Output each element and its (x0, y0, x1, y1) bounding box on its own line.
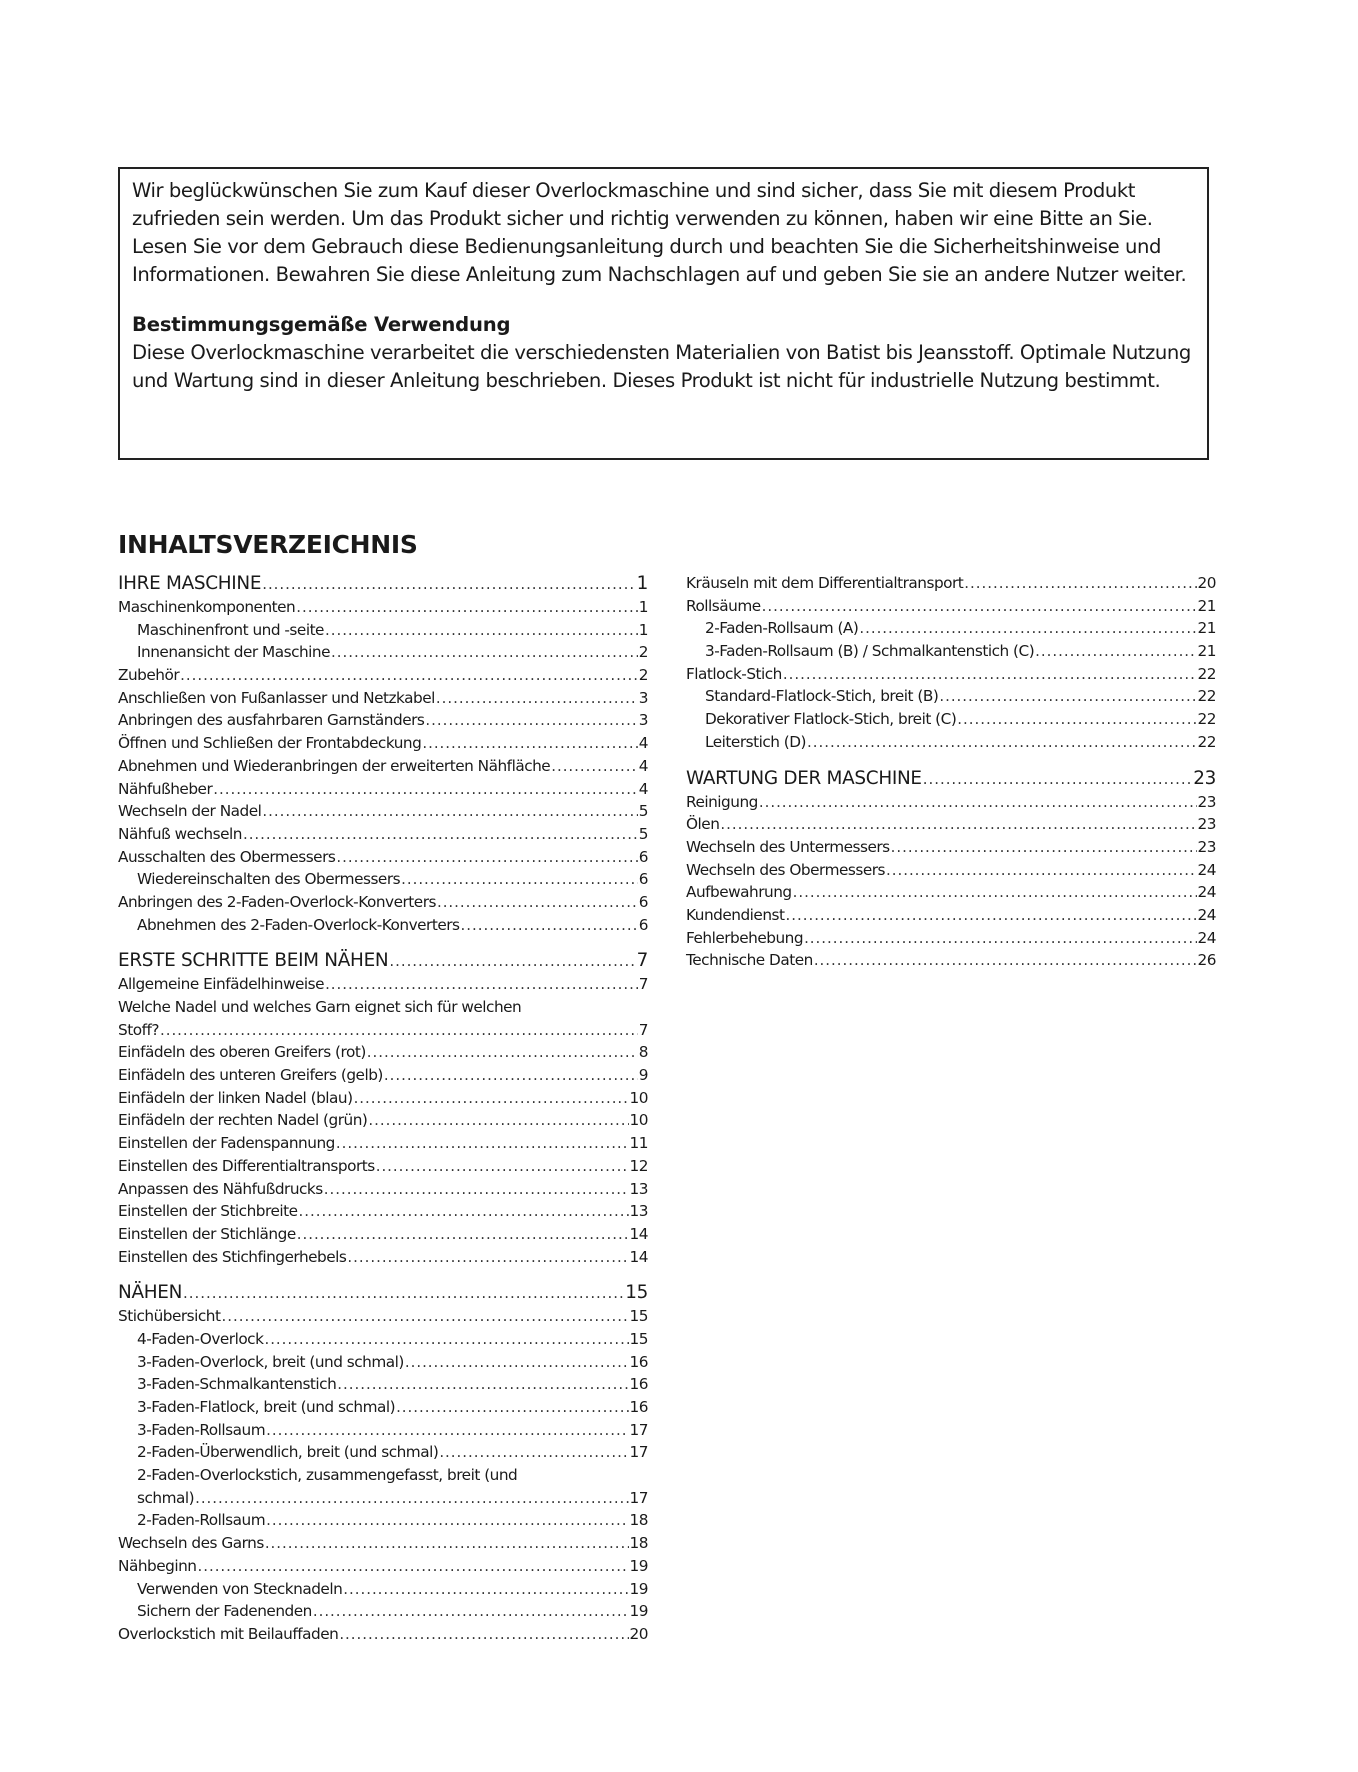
toc-entry[interactable] (118, 1200, 648, 1223)
toc-entry-label: Standard-Flatlock-Stich, breit (B) (705, 687, 939, 706)
toc-entry-label: Aufbewahrung (686, 883, 792, 902)
toc-entry[interactable] (686, 708, 1216, 731)
toc-entry-page: 1 (638, 620, 648, 639)
toc-entry[interactable] (118, 1223, 648, 1246)
dot-leader (436, 687, 638, 710)
toc-entry[interactable] (118, 1132, 648, 1155)
dot-leader (425, 709, 637, 732)
toc-entry-label: 3-Faden-Overlock, breit (und schmal) (137, 1352, 404, 1371)
toc-entry[interactable] (686, 791, 1216, 814)
toc-entry[interactable] (118, 1064, 648, 1087)
toc-entry-label: Öffnen und Schließen der Frontabdeckung (118, 734, 422, 753)
dot-leader (422, 732, 637, 755)
toc-entry-label: 3-Faden-Schmalkantenstich (137, 1375, 337, 1394)
toc-entry-label: 3-Faden-Rollsaum (137, 1420, 266, 1439)
toc-title: INHALTSVERZEICHNIS (118, 530, 418, 559)
dot-leader (461, 914, 638, 937)
toc-entry-page: 20 (629, 1624, 648, 1643)
toc-entry-label: Anbringen des 2-Faden-Overlock-Konverters (118, 892, 436, 911)
toc-entry-label: Abnehmen und Wiederanbringen der erweiterten Nähfläche (118, 756, 551, 775)
dot-leader (331, 641, 638, 664)
intended-use-text: Diese Overlockmaschine verarbeitet die verschiedensten Materialien von Batist bis Jeansstoff. Optimale Nutzung und Wartung sind in dieser Anleitung beschrieben. Dieses Produkt ist nicht für industrielle Nutzung bestimmt. (132, 341, 1191, 392)
toc-entry-label: Ölen (686, 815, 720, 834)
dot-leader (783, 663, 1197, 686)
dot-leader (804, 927, 1196, 950)
toc-entry-page: 20 (1197, 574, 1216, 592)
toc-entry[interactable] (118, 823, 648, 846)
dot-leader (354, 1087, 629, 1110)
toc-entry-label: Nähfuß wechseln (118, 824, 242, 843)
dot-leader (296, 596, 638, 619)
toc-entry[interactable] (118, 1441, 648, 1464)
toc-entry-page: 15 (625, 1282, 648, 1304)
dot-leader (262, 800, 637, 823)
toc-entry[interactable] (118, 914, 648, 937)
dot-leader (759, 791, 1197, 814)
toc-entry-page: 10 (629, 1088, 648, 1107)
toc-entry-label: 2-Faden-Overlockstich, zusammengefasst, breit (und (137, 1466, 518, 1485)
toc-entry-label: Flatlock-Stich (686, 664, 782, 683)
toc-entry-continuation[interactable] (118, 1487, 648, 1510)
toc-entry-label: Maschinenkomponenten (118, 598, 296, 616)
dot-leader (720, 813, 1196, 836)
toc-entry-label: Reinigung (686, 792, 758, 811)
toc-entry-page: 22 (1197, 732, 1216, 751)
toc-entry-label: Abnehmen des 2-Faden-Overlock-Konverters (137, 915, 460, 934)
toc-entry[interactable] (118, 1555, 648, 1578)
dot-leader (324, 1178, 629, 1201)
dot-leader (886, 859, 1197, 882)
dot-leader (336, 1132, 629, 1155)
dot-leader (265, 1532, 629, 1555)
toc-entry-page: 19 (629, 1579, 648, 1598)
toc-entry[interactable] (118, 891, 648, 914)
toc-entry-page: 3 (638, 688, 648, 707)
dot-leader (325, 619, 638, 642)
toc-entry-label: Verwenden von Stecknadeln (137, 1579, 343, 1598)
dot-leader (222, 1305, 629, 1328)
toc-entry-page: 24 (1197, 905, 1216, 924)
toc-entry[interactable] (686, 836, 1216, 859)
toc-entry-label: Stoff? (118, 1020, 159, 1039)
toc-entry-page: 5 (638, 802, 648, 821)
toc-entry-label: Einfädeln der linken Nadel (blau) (118, 1088, 353, 1107)
toc-entry-label: Allgemeine Einfädelhinweise (118, 975, 325, 994)
dot-leader (325, 973, 638, 996)
dot-leader (814, 949, 1197, 972)
toc-entry-page: 16 (629, 1352, 648, 1371)
toc-entry[interactable] (118, 1600, 648, 1623)
dot-leader (266, 1509, 628, 1532)
dot-leader (793, 881, 1197, 904)
toc-entry-page: 13 (629, 1202, 648, 1221)
toc-entry[interactable] (118, 1464, 648, 1487)
toc-entry[interactable] (118, 1109, 648, 1132)
dot-leader (786, 904, 1197, 927)
toc-entry[interactable] (686, 731, 1216, 754)
toc-entry-page: 7 (638, 1020, 648, 1039)
toc-entry-label: Nähbeginn (118, 1556, 197, 1575)
toc-entry-label: 4-Faden-Overlock (137, 1329, 264, 1348)
toc-entry-page: 2 (638, 666, 648, 685)
toc-entry-page: 5 (638, 824, 648, 843)
toc-entry-label: Wechseln des Obermessers (686, 860, 885, 879)
toc-entry[interactable] (118, 1305, 648, 1328)
toc-entry-label: Einstellen des Stichfingerhebels (118, 1247, 347, 1266)
toc-entry-page: 14 (629, 1247, 648, 1266)
toc-entry-label: IHRE MASCHINE (118, 573, 262, 594)
toc-entry-continuation[interactable] (118, 1019, 648, 1042)
dot-leader (439, 1441, 628, 1464)
toc-section-heading[interactable] (118, 1281, 648, 1305)
dot-leader (183, 1281, 624, 1305)
toc-entry[interactable] (118, 1041, 648, 1064)
dot-leader (243, 823, 638, 846)
dot-leader (262, 572, 635, 596)
toc-entry-page: 7 (638, 975, 648, 994)
toc-entry[interactable] (686, 640, 1216, 663)
toc-entry[interactable] (686, 949, 1216, 972)
toc-entry-label: Ausschalten des Obermessers (118, 847, 336, 866)
toc-entry-page: 4 (638, 756, 648, 775)
toc-entry-label: Anpassen des Nähfußdrucks (118, 1179, 323, 1198)
toc-entry-page: 6 (638, 870, 648, 889)
toc-entry-label: Wechseln des Untermessers (686, 837, 890, 856)
toc-entry-label: Einfädeln der rechten Nadel (grün) (118, 1111, 368, 1130)
dot-leader (551, 755, 638, 778)
toc-entry-page: 6 (638, 915, 648, 934)
dot-leader (376, 1155, 629, 1178)
toc-entry-label: Rollsäume (686, 596, 761, 615)
toc-entry-label: Wiedereinschalten des Obermessers (137, 870, 401, 889)
toc-entry[interactable] (686, 685, 1216, 708)
dot-leader (299, 1200, 629, 1223)
dot-leader (923, 767, 1192, 791)
dot-leader (160, 1019, 638, 1042)
toc-entry[interactable] (118, 709, 648, 732)
toc-entry-label: 3-Faden-Flatlock, breit (und schmal) (137, 1398, 396, 1416)
toc-entry-label: Kräuseln mit dem Differentialtransport (686, 574, 964, 592)
toc-entry[interactable] (118, 1396, 648, 1419)
toc-entry[interactable] (686, 813, 1216, 836)
dot-leader (437, 891, 638, 914)
toc-entry-label: Welche Nadel und welches Garn eignet sich für welchen (118, 998, 522, 1016)
toc-entry[interactable] (118, 1532, 648, 1555)
toc-entry[interactable] (686, 859, 1216, 882)
toc-entry[interactable] (118, 755, 648, 778)
toc-entry[interactable] (118, 1328, 648, 1351)
toc-entry-page: 17 (629, 1488, 648, 1507)
toc-entry-label: Einstellen der Stichlänge (118, 1224, 296, 1243)
dot-leader (401, 868, 638, 891)
toc-entry[interactable] (118, 1623, 648, 1646)
toc-entry-page: 16 (629, 1375, 648, 1394)
dot-leader (367, 1041, 638, 1064)
dot-leader (264, 1328, 628, 1351)
toc-entry-label: Einstellen des Differentialtransports (118, 1156, 375, 1175)
dot-leader (195, 1487, 628, 1510)
dot-leader (939, 685, 1196, 708)
toc-entry[interactable] (118, 1087, 648, 1110)
dot-leader (1035, 640, 1196, 663)
toc-entry[interactable] (118, 732, 648, 755)
toc-entry-label: Einstellen der Stichbreite (118, 1202, 298, 1221)
toc-entry-page: 22 (1197, 664, 1216, 683)
dot-leader (297, 1223, 629, 1246)
toc-entry[interactable] (118, 1246, 648, 1269)
toc-entry[interactable] (686, 881, 1216, 904)
toc-entry-page: 2 (638, 643, 648, 662)
toc-entry-page: 10 (629, 1111, 648, 1130)
toc-entry-page: 3 (638, 711, 648, 730)
toc-entry-page: 4 (638, 779, 648, 798)
toc-section-heading[interactable] (686, 767, 1216, 791)
dot-leader (389, 949, 635, 973)
dot-leader (807, 731, 1197, 754)
toc-entry-page: 23 (1197, 815, 1216, 834)
toc-entry[interactable] (118, 778, 648, 801)
intro-paragraph: Wir beglückwünschen Sie zum Kauf dieser Overlockmaschine und sind sicher, dass Sie mit diesem Produkt zufrieden sein werden. Um das Produkt sicher und richtig verwenden zu können, haben wir eine Bitte an Sie. Lesen Sie vor dem Gebrauch diese Bedienungsanleitung durch und beachten Sie die Sicherheitshinweise und Informationen. Bewahren Sie diese Anleitung zum Nachschlagen auf und geben Sie sie an andere Nutzer weiter. (132, 179, 1187, 286)
dot-leader (405, 1351, 629, 1374)
toc-entry-page: 23 (1197, 792, 1216, 811)
toc-entry[interactable] (118, 1578, 648, 1601)
toc-entry-label: Einfädeln des oberen Greifers (rot) (118, 1043, 366, 1062)
toc-entry-label: Anbringen des ausfahrbaren Garnständers (118, 711, 425, 730)
dot-leader (197, 1555, 628, 1578)
dot-leader (957, 708, 1196, 731)
toc-entry-page: 1 (638, 598, 648, 616)
toc-entry-label: Einstellen der Fadenspannung (118, 1134, 335, 1153)
toc-entry-label: 3-Faden-Rollsaum (B) / Schmalkantenstich (C) (705, 642, 1035, 661)
toc-entry[interactable] (118, 1419, 648, 1442)
toc-entry-label: Innenansicht der Maschine (137, 643, 331, 662)
toc-entry-page: 15 (629, 1329, 648, 1348)
toc-entry-page: 22 (1197, 687, 1216, 706)
toc-entry-page: 14 (629, 1224, 648, 1243)
dot-leader (266, 1419, 628, 1442)
toc-entry-label: Sichern der Fadenenden (137, 1602, 312, 1621)
toc-entry-page: 18 (629, 1511, 648, 1530)
dot-leader (343, 1578, 628, 1601)
dot-leader (347, 1246, 628, 1269)
toc-entry-page: 17 (629, 1420, 648, 1439)
toc-entry-label: Wechseln des Garns (118, 1534, 264, 1553)
toc-entry-page: 23 (1197, 837, 1216, 856)
toc-entry[interactable] (118, 996, 648, 1019)
toc-entry-label: WARTUNG DER MASCHINE (686, 767, 922, 789)
toc-entry-page: 7 (636, 950, 648, 972)
toc-entry[interactable] (686, 927, 1216, 950)
dot-leader (337, 1373, 628, 1396)
toc-entry[interactable] (118, 846, 648, 869)
toc-entry-page: 1 (636, 573, 648, 594)
toc-entry[interactable] (118, 687, 648, 710)
toc-entry-label: Stichübersicht (118, 1307, 221, 1326)
toc-entry-page: 19 (629, 1556, 648, 1575)
toc-entry-label: 2-Faden-Rollsaum (137, 1511, 266, 1530)
toc-entry-page: 12 (629, 1156, 648, 1175)
dot-leader (339, 1623, 628, 1646)
dot-leader (762, 595, 1197, 618)
dot-leader (859, 617, 1196, 640)
toc-entry[interactable] (686, 904, 1216, 927)
toc-entry-page: 24 (1197, 860, 1216, 879)
dot-leader (313, 1600, 629, 1623)
dot-leader (213, 778, 638, 801)
toc-entry-label: 2-Faden-Rollsaum (A) (705, 619, 859, 638)
dot-leader (180, 664, 638, 687)
toc-entry-page: 21 (1197, 619, 1216, 638)
toc-entry-label: schmal) (137, 1488, 195, 1507)
toc-entry-label: ERSTE SCHRITTE BEIM NÄHEN (118, 950, 389, 972)
toc-entry-page: 21 (1197, 642, 1216, 661)
toc-entry-label: Anschließen von Fußanlasser und Netzkabel (118, 688, 435, 707)
toc-column-right (686, 572, 1216, 972)
toc-entry[interactable] (118, 868, 648, 891)
toc-entry[interactable] (118, 1509, 648, 1532)
toc-entry-page: 15 (629, 1307, 648, 1326)
toc-entry-page: 18 (629, 1534, 648, 1553)
toc-entry-page: 24 (1197, 928, 1216, 947)
toc-entry-label: NÄHEN (118, 1282, 183, 1304)
toc-entry-label: Fehlerbehebung (686, 928, 804, 947)
toc-entry[interactable] (118, 596, 648, 619)
toc-entry-page: 16 (629, 1398, 648, 1416)
toc-entry[interactable] (118, 973, 648, 996)
toc-entry-label: Overlockstich mit Beilauffaden (118, 1624, 339, 1643)
toc-entry-page: 6 (638, 892, 648, 911)
toc-entry-page: 13 (629, 1179, 648, 1198)
toc-entry[interactable] (118, 619, 648, 642)
toc-entry[interactable] (686, 617, 1216, 640)
toc-entry-label: Leiterstich (D) (705, 732, 807, 751)
toc-entry-page: 8 (638, 1043, 648, 1062)
toc-entry-page: 19 (629, 1602, 648, 1621)
toc-entry[interactable] (118, 641, 648, 664)
toc-entry-page: 21 (1197, 596, 1216, 615)
toc-entry-page: 24 (1197, 883, 1216, 902)
dot-leader (396, 1396, 628, 1419)
toc-column-left (118, 572, 648, 1646)
toc-entry[interactable] (686, 663, 1216, 686)
toc-entry-label: Maschinenfront und -seite (137, 620, 324, 639)
toc-entry-page: 11 (629, 1134, 648, 1153)
toc-section-heading[interactable] (118, 949, 648, 973)
dot-leader (336, 846, 637, 869)
toc-entry[interactable] (118, 800, 648, 823)
toc-entry-label: Technische Daten (686, 951, 813, 970)
toc-entry-page: 22 (1197, 710, 1216, 729)
toc-entry[interactable] (118, 664, 648, 687)
toc-entry-label: Nähfußheber (118, 779, 213, 798)
toc-section-heading[interactable] (118, 572, 648, 596)
toc-entry-page: 23 (1193, 767, 1216, 789)
toc-entry-label: Einfädeln des unteren Greifers (gelb) (118, 1066, 383, 1085)
dot-leader (964, 572, 1196, 595)
toc-entry-page: 17 (629, 1443, 648, 1462)
toc-entry-page: 6 (638, 847, 648, 866)
dot-leader (891, 836, 1197, 859)
toc-entry-label: Zubehör (118, 666, 180, 685)
toc-entry[interactable] (686, 595, 1216, 618)
toc-entry[interactable] (118, 1155, 648, 1178)
dot-leader (368, 1109, 628, 1132)
toc-entry-label: 2-Faden-Überwendlich, breit (und schmal) (137, 1443, 439, 1462)
toc-entry-page: 26 (1197, 951, 1216, 970)
toc-entry-label: Kundendienst (686, 905, 785, 924)
toc-entry-label: Dekorativer Flatlock-Stich, breit (C) (705, 710, 957, 729)
toc-entry[interactable] (686, 572, 1216, 595)
intended-use-heading: Bestimmungsgemäße Verwendung (132, 313, 511, 336)
toc-entry[interactable] (118, 1373, 648, 1396)
dot-leader (384, 1064, 638, 1087)
toc-entry[interactable] (118, 1178, 648, 1201)
toc-entry-page: 4 (638, 734, 648, 753)
intro-box (118, 167, 1209, 460)
toc-entry[interactable] (118, 1351, 648, 1374)
toc-entry-label: Wechseln der Nadel (118, 802, 262, 821)
toc-entry-page: 9 (638, 1066, 648, 1085)
